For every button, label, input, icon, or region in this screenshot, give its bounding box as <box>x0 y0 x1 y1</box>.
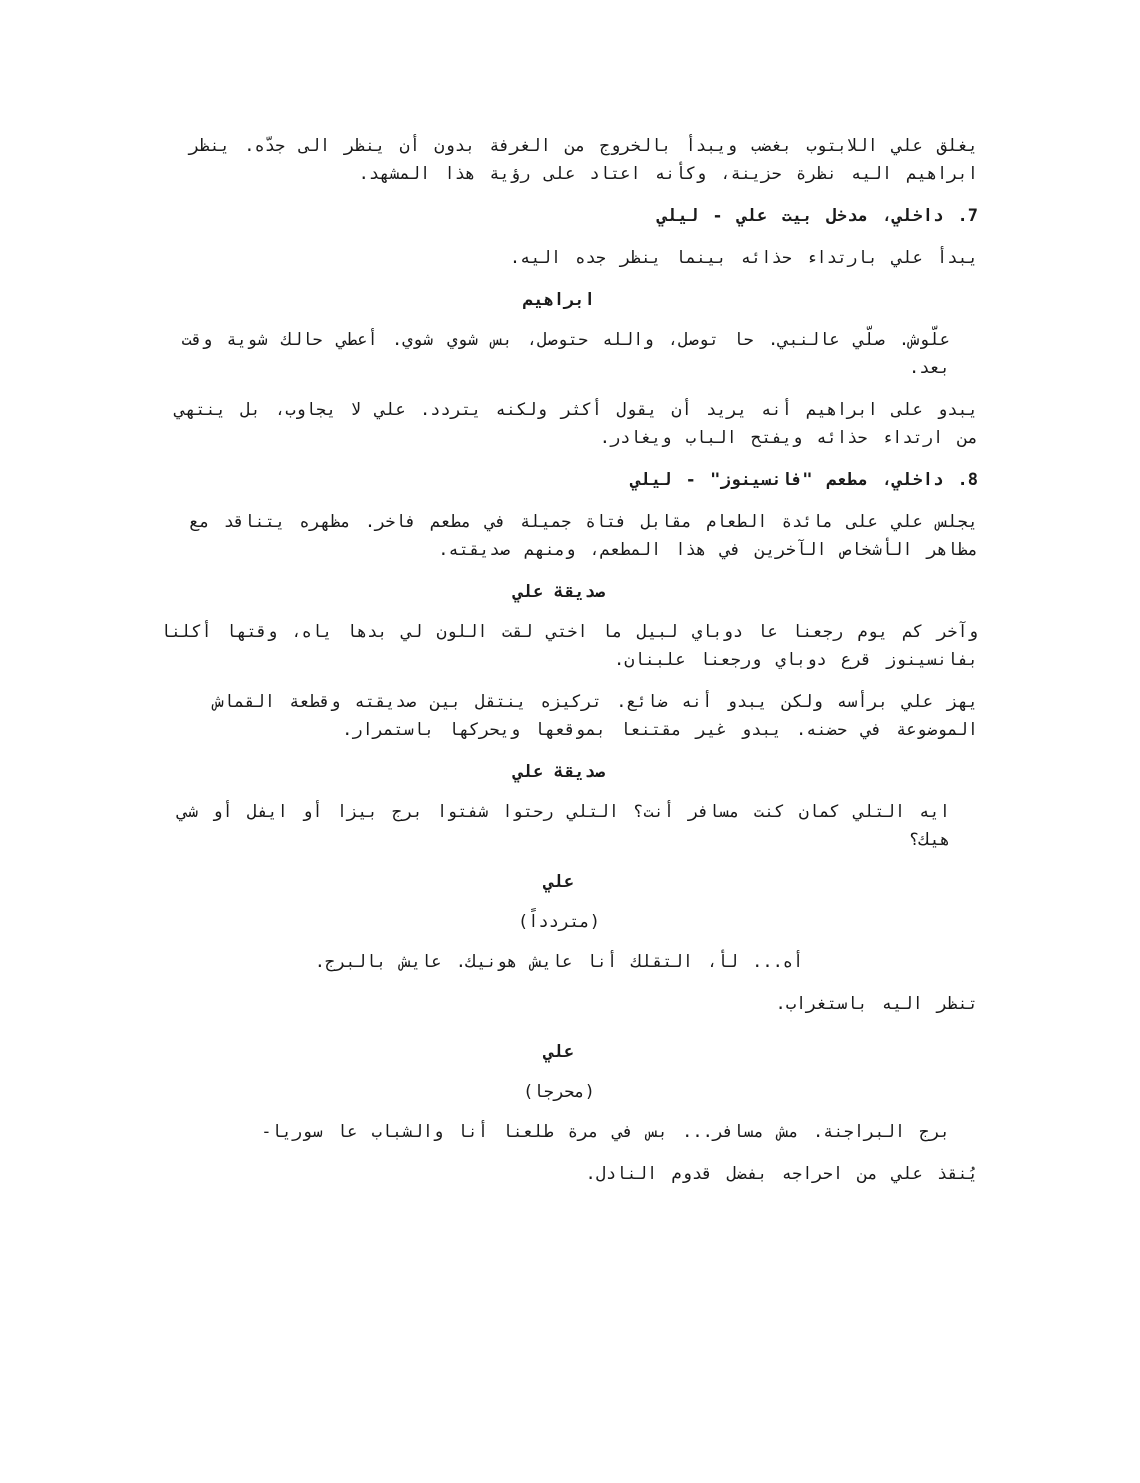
dialogue-line: برج البراجنة. مش مسافر... بس في مرة طلعنا أنا والشباب عا سوريا- <box>261 1122 950 1142</box>
action-paragraph: يبدأ علي بارتداء حذائه بينما ينظر جده اليه. <box>509 248 978 268</box>
action-paragraph: يغلق علي اللابتوب بغضب ويبدأ بالخروج من الغرفة بدون أن ينظر الى جدّه. ينظر ابراهيم اليه نظرة حزينة، وكأنه اعتاد على رؤية هذا المشهد. <box>189 136 978 184</box>
dialogue-line: علّوش. صلّي عالنبي. حا توصل، والله حتوصل، بس شوي شوي. أعطي حالك شوية وقت بعد. <box>181 330 950 378</box>
parenthetical: (محرجا) <box>523 1082 595 1102</box>
action-paragraph: يهز علي برأسه ولكن يبدو أنه ضائع. تركيزه ينتقل بين صديقته وقطعة القماش الموضوعة في حضنه. يبدو غير مقتنعا بموقعها ويحركها باستمرار. <box>213 692 978 740</box>
dialogue-line: ايه التلي كمان كنت مسافر أنت؟ التلي رحتوا شفتوا برج بيزا أو ايفل أو شي هيك؟ <box>177 802 950 850</box>
scene-heading: 7. داخلي، مدخل بيت علي - ليلي <box>657 206 978 226</box>
action-paragraph: يجلس علي على مائدة الطعام مقابل فتاة جميلة في مطعم فاخر. مظهره يتناقد مع مظاهر الأشخاص الآخرين في هذا المطعم، ومنهم صديقته. <box>189 512 978 560</box>
scene-heading: 8. داخلي، مطعم "فانسينوز" - ليلي <box>630 470 978 490</box>
dialogue-line: أه... لأ، التقلك أنا عايش هونيك. عايش بالبرج. <box>314 952 804 972</box>
parenthetical: (متردداً) <box>518 912 600 932</box>
dialogue-line: وآخر كم يوم رجعنا عا دوباي لبيل ما اختي لقت اللون لي بدها ياه، وقتها أكلنا بفانسينوز قرع دوباي ورجعنا علبنان. <box>160 622 978 670</box>
character-name: علي <box>543 1042 575 1062</box>
character-name: صديقة علي <box>512 762 606 782</box>
action-paragraph: تنظر اليه باستغراب. <box>775 994 978 1014</box>
screenplay-page <box>140 132 978 1202</box>
action-paragraph: يبدو على ابراهيم أنه يريد أن يقول أكثر ولكنه يتردد. علي لا يجاوب، بل ينتهي من ارتداء حذائه ويفتح الباب ويغادر. <box>174 400 978 448</box>
character-name: صديقة علي <box>512 582 606 602</box>
action-paragraph: يُنقذ علي من احراجه بفضل قدوم النادل. <box>585 1164 978 1184</box>
character-name: علي <box>543 872 575 892</box>
character-name: ابراهيم <box>523 290 595 310</box>
